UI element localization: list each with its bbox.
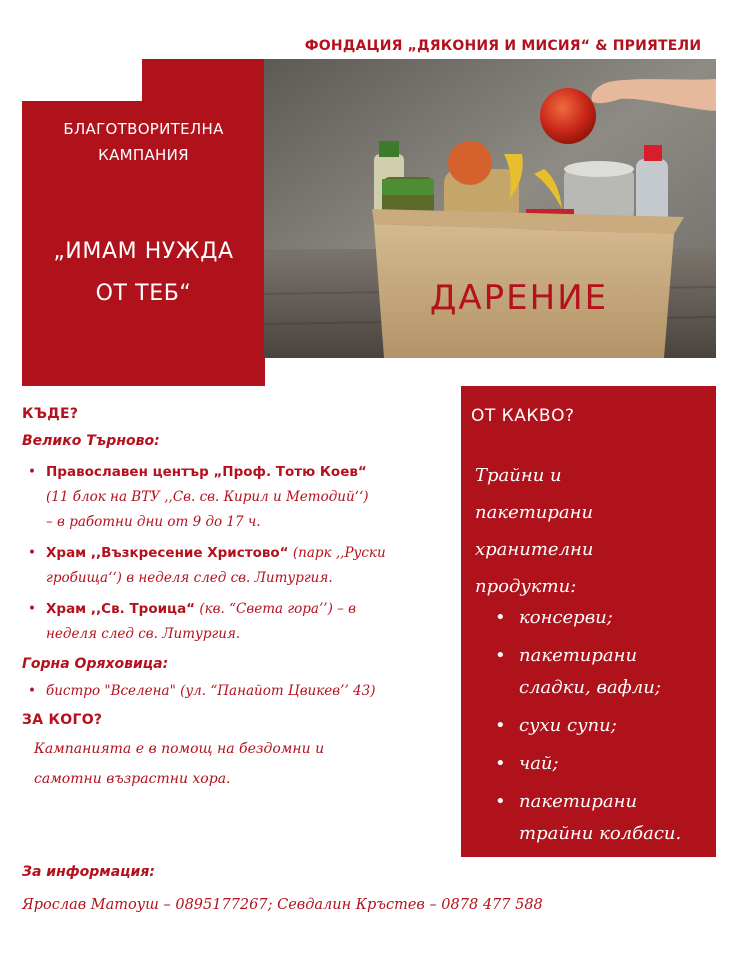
list-item: • Храм ,,Възкресение Христово“ (парк ,,Руски гробища‘‘) в неделя след св. Литургия.: [22, 541, 462, 591]
list-item: • пакетирани трайни колбаси.: [495, 786, 710, 850]
what-intro-line: пакетирани: [475, 502, 594, 523]
campaign-label-line2: КАМПАНИЯ: [98, 146, 189, 164]
campaign-label-line1: БЛАГОТВОРИТЕЛНА: [63, 120, 224, 138]
list-item: • Православен център „Проф. Тотю Коев“ (11 блок на ВТУ ,,Св. св. Кирил и Методий‘‘) – в работни дни от 9 до 17 ч.: [22, 460, 462, 535]
for-whom-text: Кампанията е в помощ на бездомни и самотни възрастни хора.: [34, 741, 325, 787]
list-item: • консерви;: [495, 602, 710, 634]
what-intro-line: продукти:: [475, 576, 577, 597]
list-item: • Храм ,,Св. Троица“ (кв. “Света гора’’) – в неделя след св. Литургия.: [22, 597, 462, 647]
list-item: • сухи супи;: [495, 710, 710, 742]
city-veliko-tarnovo: Велико Търново:: [22, 433, 160, 449]
donation-box-illustration: [264, 59, 716, 358]
location-name: Храм ,,Възкресение Христово“: [46, 545, 289, 561]
where-section: [22, 402, 462, 794]
foundation-header: ФОНДАЦИЯ „ДЯКОНИЯ И МИСИЯ“ & ПРИЯТЕЛИ: [304, 38, 702, 54]
contact-line: Ярослав Матоуш – 0895177267; Севдалин Кръстев – 0878 477 588: [22, 897, 543, 913]
list-item: • бистро "Вселена" (ул. “Панайот Цвикев’’ 43): [22, 679, 462, 704]
where-heading: КЪДЕ?: [22, 406, 79, 422]
list-item: • чай;: [495, 748, 710, 780]
campaign-label: [22, 116, 265, 168]
left-panel-shape: [22, 21, 265, 386]
campaign-title-line1: „ИМАМ НУЖДА: [53, 239, 234, 264]
what-intro: [475, 457, 594, 605]
what-intro-line: Трайни и: [475, 465, 562, 486]
campaign-title-line2: ОТ ТЕБ“: [95, 281, 192, 306]
donation-box-photo: [264, 59, 716, 358]
contact-label: За информация:: [22, 864, 155, 880]
contact-info: [22, 856, 543, 922]
what-section: [461, 386, 716, 857]
left-red-panel: [22, 21, 265, 386]
location-name: Храм ,,Св. Троица“: [46, 601, 196, 617]
for-whom-heading: ЗА КОГО?: [22, 712, 103, 728]
what-items-list: [495, 602, 710, 856]
what-intro-line: хранителни: [475, 539, 594, 560]
campaign-title: [22, 231, 265, 315]
list-item: • пакетирани сладки, вафли;: [495, 640, 710, 704]
location-name: Православен център „Проф. Тотю Коев“: [46, 464, 367, 480]
box-donation-text: ДАРЕНИЕ: [429, 278, 609, 318]
what-heading: ОТ КАКВО?: [471, 406, 575, 426]
city-gorna-oryahovitsa: Горна Оряховица:: [22, 656, 169, 672]
